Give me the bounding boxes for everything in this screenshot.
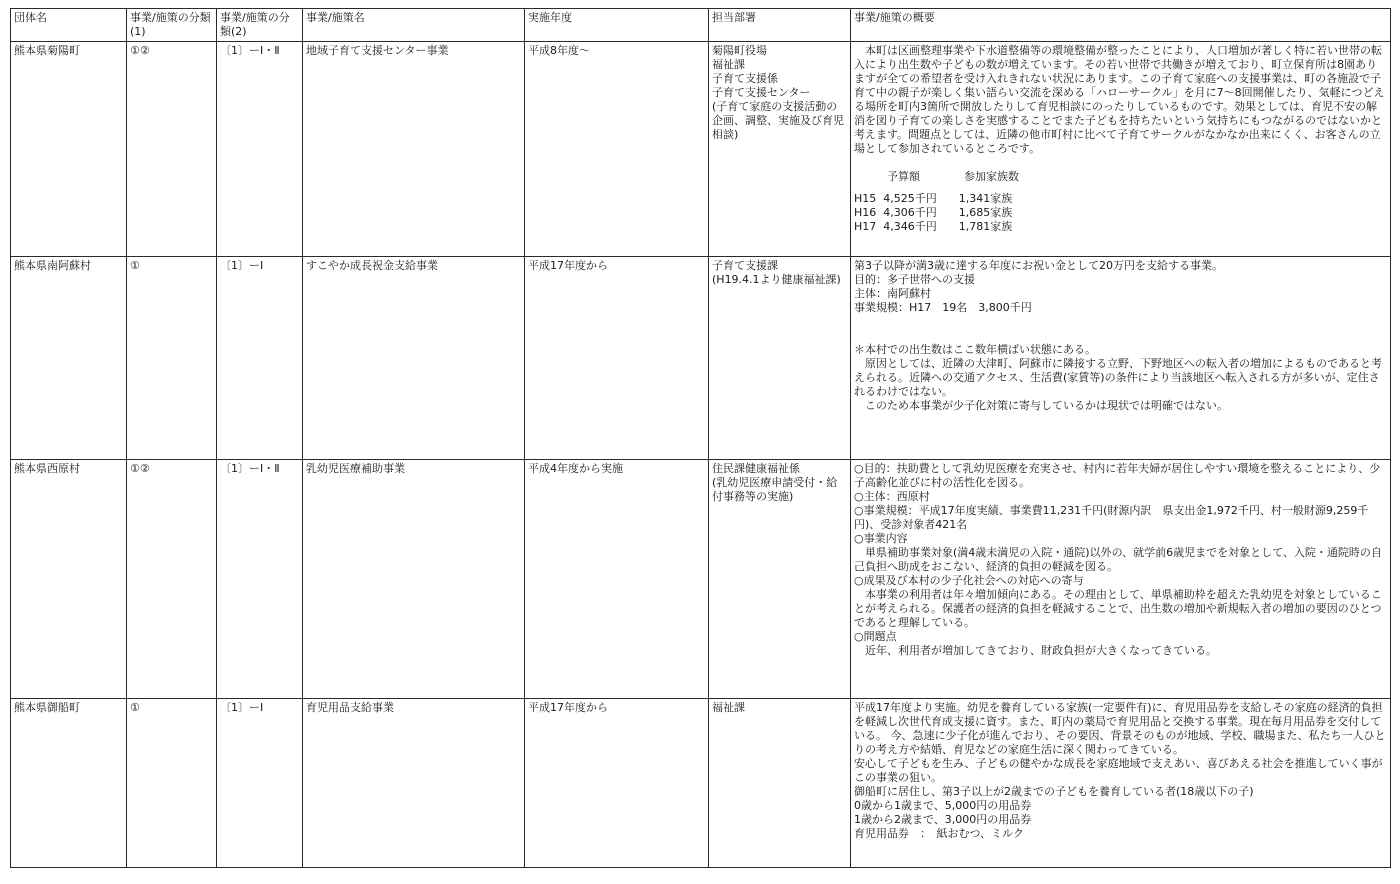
department-cell: [709, 460, 851, 699]
header-summary: 事業/施策の概要: [851, 9, 1391, 42]
category-1-cell: ①②: [127, 460, 217, 699]
table-row: [11, 257, 1391, 460]
program-name-cell: 地域子育て支援センター事業: [303, 42, 525, 257]
program-table: [10, 8, 1391, 868]
department-cell: [709, 42, 851, 257]
table-row: [11, 699, 1391, 868]
program-name-cell: すこやか成長祝金支給事業: [303, 257, 525, 460]
header-year: 実施年度: [525, 9, 709, 42]
header-category-1: 事業/施策の分類(1): [127, 9, 217, 42]
year-cell: 平成17年度から: [525, 699, 709, 868]
summary-cell: [851, 42, 1391, 257]
budget-stats: [854, 170, 1387, 234]
org-cell: 熊本県南阿蘇村: [11, 257, 127, 460]
budget-stats-header: 予算額 参加家族数: [854, 170, 1019, 183]
year-cell: 平成17年度から: [525, 257, 709, 460]
program-name-cell: 乳幼児医療補助事業: [303, 460, 525, 699]
year-cell: 平成4年度から実施: [525, 460, 709, 699]
header-org: 団体名: [11, 9, 127, 42]
category-1-cell: ①②: [127, 42, 217, 257]
category-2-cell: 〔1〕ーⅠ・Ⅱ: [217, 460, 303, 699]
budget-stats-row: H17 4,346千円 1,781家族: [854, 220, 1013, 233]
department-text: 福祉課: [712, 701, 745, 714]
summary-text: 本町は区画整理事業や下水道整備等の環境整備が整ったことにより、人口増加が著しく特に若い世帯の転入により出生数や子どもの数が増えています。その若い世帯で共働きが増えており、町立保育所は8園ありますが全ての希望者を受け入れきれない状況にあります。この子育て家庭への支援事業は、町の各施設で子育て中の親子が楽しく集い語らい交流を深める「ハローサークル」を月に7～8回開催したり、気軽につどえる場所を町内3箇所で開放したりして育児相談にのったりしているものです。効果としては、育児不安の解消を図り子育ての楽しさを実感することでまた子どもを持ちたいという気持ちにもつながるのではないかと考えます。問題点としては、近隣の他市町村に比べて子育てサークルがなかなか出来にくく、お客さんの立場として参加されているところです。: [854, 44, 1385, 155]
header-category-2: 事業/施策の分類(2): [217, 9, 303, 42]
category-1-cell: ①: [127, 699, 217, 868]
department-text: 住民課健康福祉係 (乳幼児医療申請受付・給付事務等の実施): [712, 462, 838, 503]
budget-stats-row: H15 4,525千円 1,341家族: [854, 192, 1013, 205]
org-cell: 熊本県西原村: [11, 460, 127, 699]
org-cell: 熊本県菊陽町: [11, 42, 127, 257]
header-program-name: 事業/施策名: [303, 9, 525, 42]
table-row: [11, 460, 1391, 699]
summary-cell: [851, 257, 1391, 460]
year-cell: 平成8年度～: [525, 42, 709, 257]
summary-text: 第3子以降が満3歳に達する年度にお祝い金として20万円を支給する事業。 目的：多子世帯への支援 主体：南阿蘇村 事業規模：H17 19名 3,800千円 ＊本村での出生数はここ数年横ばい状態にある。 原因としては、近隣の大津町、阿蘇市に隣接する立野、下野地区への転入者の増加によるものであると考えられる。近隣への交通アクセス、生活費(家賃等)の条件により当該地区へ転入される方が多いが、定住されるわけではない。 このため本事業が少子化対策に寄与しているかは現状では明確ではない。: [854, 259, 1382, 412]
summary-cell: [851, 460, 1391, 699]
category-2-cell: 〔1〕ーⅠ: [217, 699, 303, 868]
summary-text: ○目的：扶助費として乳幼児医療を充実させ、村内に若年夫婦が居住しやすい環境を整えることにより、少子高齢化並びに村の活性化を図る。 ○主体：西原村 ○事業規模：平成17年度実績、事業費11,231千円(財源内訳 県支出金1,972千円、村一般財源9,259千円)、受診対象者421名 ○事業内容 単県補助事業対象(満4歳未満児の入院・通院)以外の、就学前6歳児までを対象として、入院・通院時の自己負担へ助成をおこない、経済的負担の軽減を図る。 ○成果及び本村の少子化社会への対応への寄与 本事業の利用者は年々増加傾向にある。その理由として、単県補助枠を超えた乳幼児を対象としていることが考えられる。保護者の経済的負担を軽減することで、出生数の増加や新規転入者の増加の要因のひとつであると理解している。 ○問題点 近年、利用者が増加してきており、財政負担が大きくなってきている。: [854, 462, 1382, 657]
program-name-cell: 育児用品支給事業: [303, 699, 525, 868]
summary-text: 平成17年度より実施。幼児を養育している家族(一定要件有)に、育児用品券を支給しその家庭の経済的負担を軽減し次世代育成支援に資す。また、町内の薬局で育児用品と交換する事業。現在毎月用品券を交付している。 今、急速に少子化が進んでおり、その要因、背景そのものが地域、学校、職場また、私たち一人ひとりの考え方や結婚、育児などの家庭生活に深く関わってきている。 安心して子どもを生み、子どもの健やかな成長を家庭地域で支えあい、喜びあえる社会を推進していく事がこの事業の狙い。 御船町に居住し、第3子以上が2歳までの子どもを養育している者(18歳以下の子) 0歳から1歳まで、5,000円の用品券 1歳から2歳まで、3,000円の用品券 育児用品券 ： 紙おむつ、ミルク: [854, 701, 1386, 840]
header-department: 担当部署: [709, 9, 851, 42]
budget-stats-row: H16 4,306千円 1,685家族: [854, 206, 1013, 219]
category-2-cell: 〔1〕ーⅠ・Ⅱ: [217, 42, 303, 257]
department-cell: [709, 257, 851, 460]
category-2-cell: 〔1〕ーⅠ: [217, 257, 303, 460]
program-table-sheet: [10, 8, 1390, 868]
department-text: 菊陽町役場 福祉課 子育て支援係 子育て支援センター (子育て家庭の支援活動の企画、調整、実施及び育児相談): [712, 44, 844, 141]
org-cell: 熊本県御船町: [11, 699, 127, 868]
table-row: [11, 42, 1391, 257]
department-cell: [709, 699, 851, 868]
summary-cell: [851, 699, 1391, 868]
header-row: [11, 9, 1391, 42]
category-1-cell: ①: [127, 257, 217, 460]
department-text: 子育て支援課 (H19.4.1より健康福祉課): [712, 259, 841, 286]
